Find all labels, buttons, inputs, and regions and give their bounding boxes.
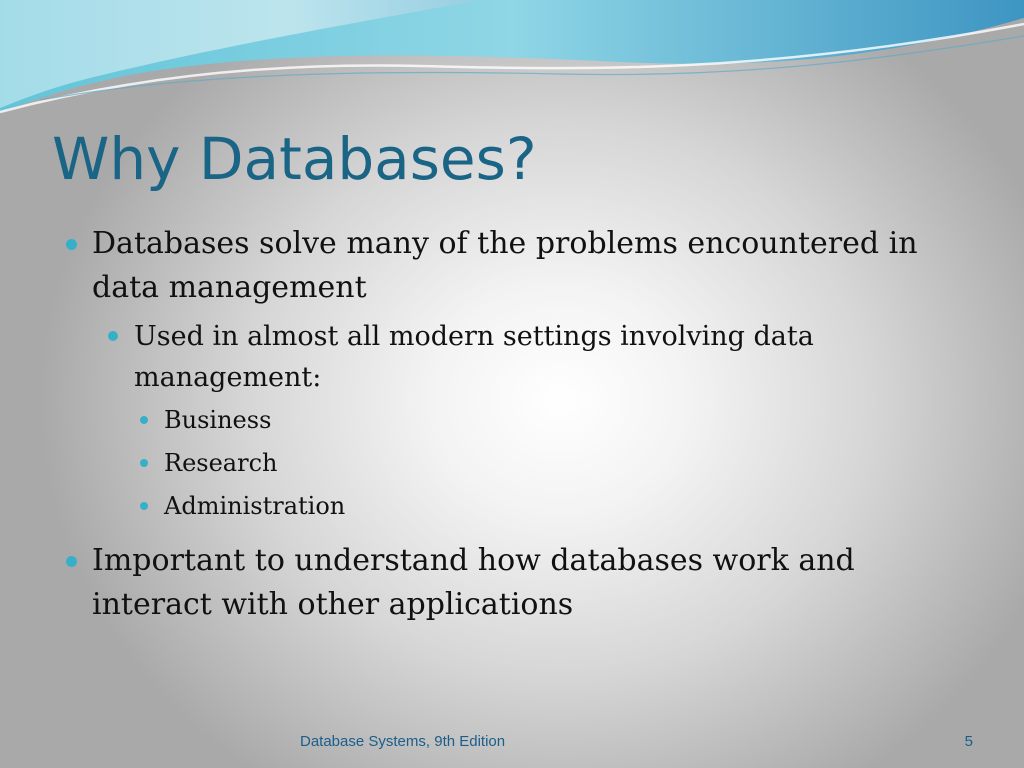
bullet-dot-icon: [108, 331, 118, 341]
header-wave-decoration: [0, 0, 1024, 130]
slide-content: [62, 222, 962, 627]
bullet-dot-icon: [140, 502, 148, 510]
bullet-item-2: [62, 539, 962, 627]
sub-sub-bullet-text: Business: [164, 406, 272, 434]
bullet-text: Important to understand how databases work and interact with other applications: [92, 543, 855, 622]
bullet-dot-icon: [66, 556, 77, 567]
bullet-dot-icon: [140, 459, 148, 467]
page-number: 5: [964, 733, 973, 750]
sub-bullet-item-1: [106, 316, 962, 398]
bullet-item-1: [62, 222, 962, 310]
sub-sub-bullet-text: Administration: [164, 492, 346, 520]
sub-sub-bullet-text: Research: [164, 449, 278, 477]
bullet-dot-icon: [66, 239, 77, 250]
bullet-text: Databases solve many of the problems encountered in data management: [92, 226, 918, 305]
sub-sub-bullet-item-3: [138, 486, 962, 527]
sub-bullet-text: Used in almost all modern settings involving data management:: [134, 321, 814, 393]
footer-text: Database Systems, 9th Edition: [300, 733, 506, 750]
slide-title: Why Databases?: [52, 125, 537, 193]
sub-sub-bullet-item-2: [138, 443, 962, 484]
sub-sub-bullet-item-1: [138, 400, 962, 441]
bullet-dot-icon: [140, 416, 148, 424]
